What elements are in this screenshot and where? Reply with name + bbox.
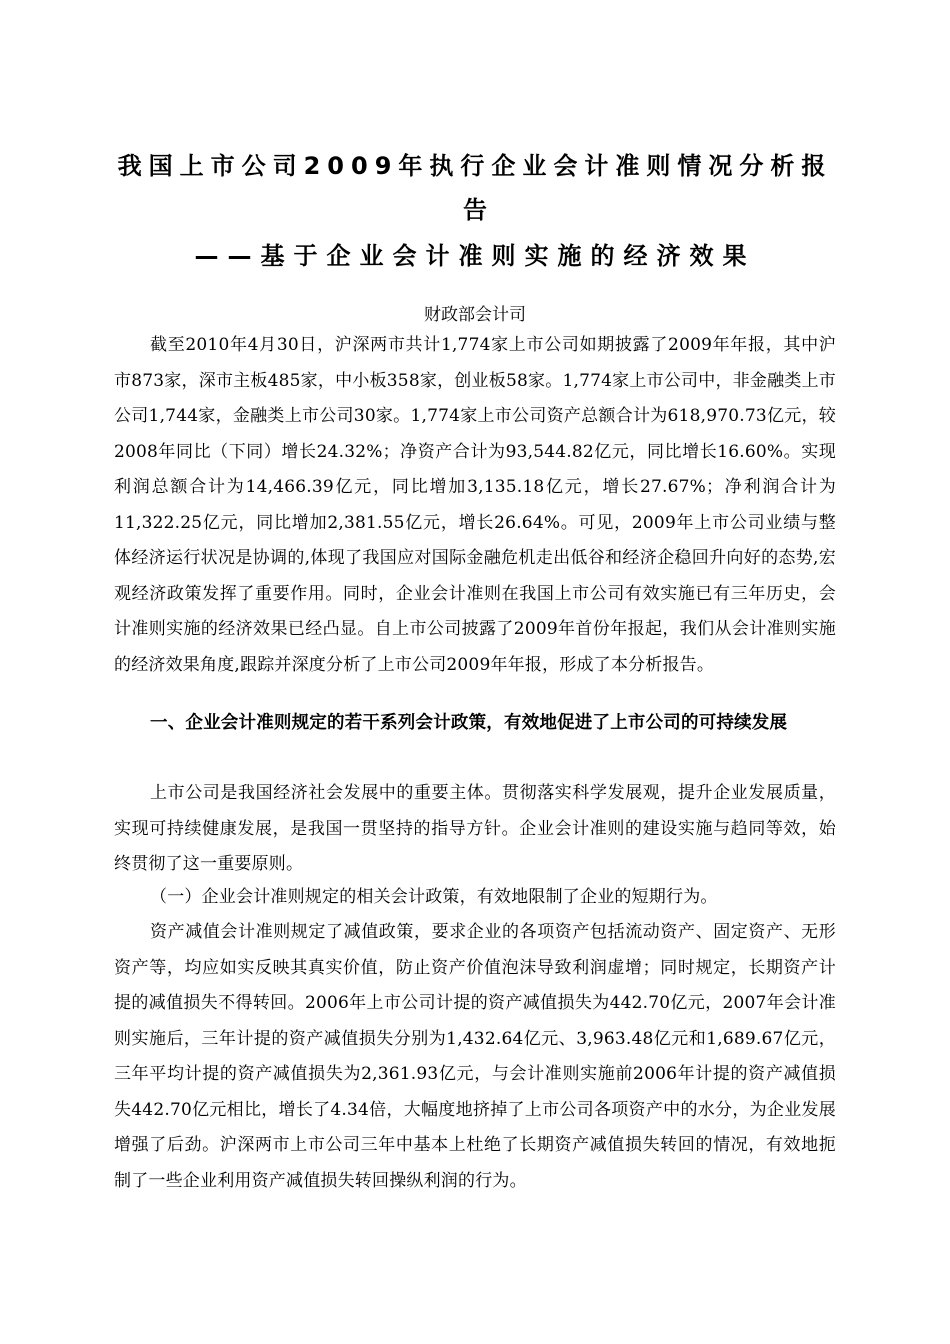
section-heading-1: 一、企业会计准则规定的若干系列会计政策，有效地促进了上市公司的可持续发展 <box>150 713 788 733</box>
report-subtitle: ——基于企业会计准则实施的经济效果 <box>194 242 756 270</box>
impairment-paragraph: 资产减值会计准则规定了减值政策，要求企业的各项资产包括流动资产、固定资产、无形资产等，均应如实反映其真实价值，防止资产价值泡沫导致利润虚增；同时规定，长期资产计提的减值损失不得转回。2006年上市公司计提的资产减值损失为442.70亿元，2007年会计准则实施后，三年计提的资产减值损失分别为1,432.64亿元、3,963.48亿元和1,689.67亿元，三年平均计提的资产减值损失为2,361.93亿元，与会计准则实施前2006年计提的资产减值损失442.70亿元相比，增长了4.34倍，大幅度地挤掉了上市公司各项资产中的水分，为企业发展增强了后劲。沪深两市上市公司三年中基本上杜绝了长期资产减值损失转回的情况，有效地扼制了一些企业利用资产减值损失转回操纵利润的行为。 <box>114 922 836 1191</box>
intro-paragraph: 截至2010年4月30日，沪深两市共计1,774家上市公司如期披露了2009年年报，其中沪市873家，深市主板485家，中小板358家，创业板58家。1,774家上市公司中，非金融类上市公司1,744家，金融类上市公司30家。1,774家上市公司资产总额合计为618,970.73亿元，较2008年同比（下同）增长24.32%；净资产合计为93,544.82亿元，同比增长16.60%。实现利润总额合计为14,466.39亿元，同比增加3,135.18亿元，增长27.67%；净利润合计为11,322.25亿元，同比增加2,381.55亿元，增长26.64%。可见，2009年上市公司业绩与整体经济运行状况是协调的,体现了我国应对国际金融危机走出低谷和经济企稳回升向好的态势,宏观经济政策发挥了重要作用。同时，企业会计准则在我国上市公司有效实施已有三年历史，会计准则实施的经济效果已经凸显。自上市公司披露了2009年首份年报起，我们从会计准则实施的经济效果角度,跟踪并深度分析了上市公司2009年年报，形成了本分析报告。 <box>114 335 836 675</box>
report-title-continuation: 告 <box>463 196 487 224</box>
author-line: 财政部会计司 <box>424 305 526 325</box>
report-title: 我国上市公司2009年执行企业会计准则情况分析报 <box>117 152 833 180</box>
section-1-intro-paragraph: 上市公司是我国经济社会发展中的重要主体。贯彻落实科学发展观，提升企业发展质量，实现可持续健康发展，是我国一贯坚持的指导方针。企业会计准则的建设实施与趋同等效，始终贯彻了这一重要原则。 <box>114 783 836 874</box>
subsection-heading-1: （一）企业会计准则规定的相关会计政策，有效地限制了企业的短期行为。 <box>150 887 718 907</box>
